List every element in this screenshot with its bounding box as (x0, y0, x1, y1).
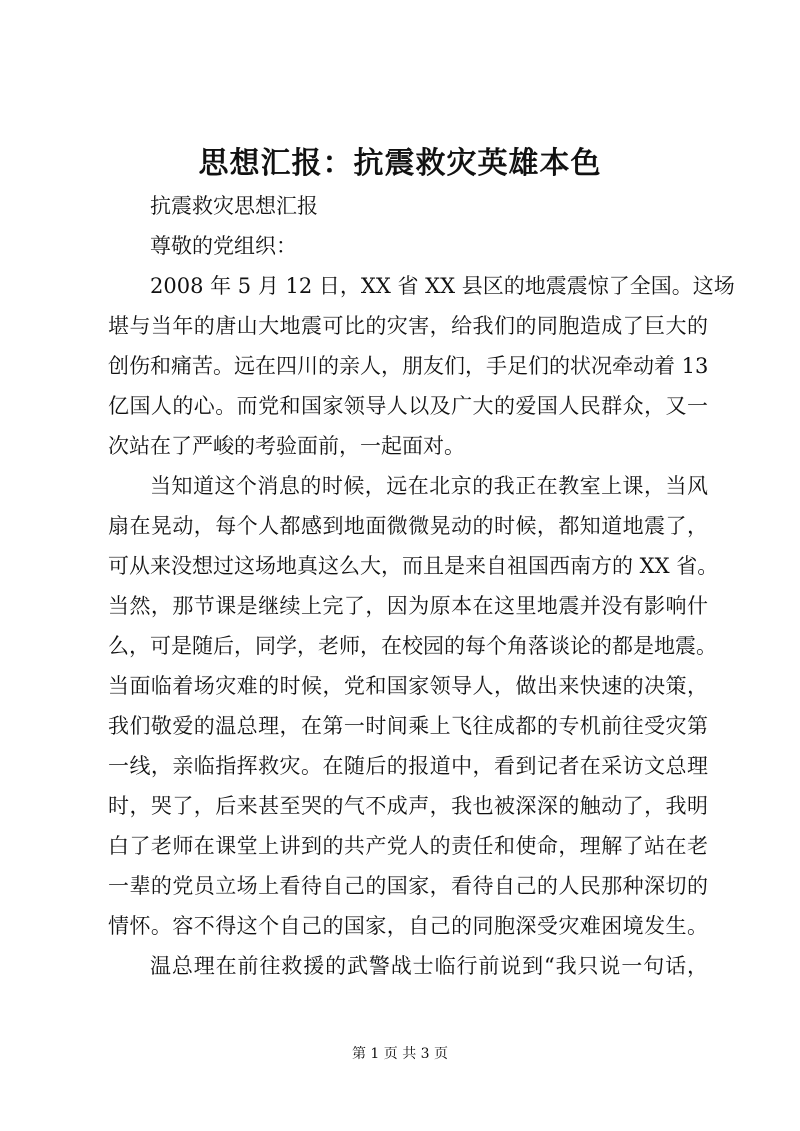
paragraph-2-line-7: 我们敬爱的温总理，在第一时间乘上飞往成都的专机前往受灾第 (108, 714, 708, 738)
paragraph-2-line-6: 当面临着场灾难的时候，党和国家领导人，做出来快速的决策， (108, 674, 708, 698)
paragraph-2-line-10: 白了老师在课堂上讲到的共产党人的责任和使命，理解了站在老 (108, 834, 708, 858)
paragraph-1-line-2: 堪与当年的唐山大地震可比的灾害，给我们的同胞造成了巨大的 (108, 314, 708, 338)
paragraph-2-line-1: 当知道这个消息的时候，远在北京的我正在教室上课，当风 (150, 474, 708, 498)
paragraph-2-line-8: 一线，亲临指挥救灾。在随后的报道中，看到记者在采访文总理 (108, 754, 708, 778)
paragraph-2-line-3: 可从来没想过这场地真这么大，而且是来自祖国西南方的 XX 省。 (108, 554, 719, 578)
paragraph-1-line-4: 亿国人的心。而党和国家领导人以及广大的爱国人民群众，又一 (108, 394, 708, 418)
paragraph-2-line-11: 一辈的党员立场上看待自己的国家，看待自己的人民那种深切的 (108, 874, 708, 898)
paragraph-1-line-3: 创伤和痛苦。远在四川的亲人，朋友们，手足们的状况牵动着 13 (108, 354, 709, 378)
page-footer: 第 1 页 共 3 页 (351, 1046, 449, 1062)
paragraph-1-line-5: 次站在了严峻的考验面前，一起面对。 (108, 434, 465, 458)
paragraph-2-line-12: 情怀。容不得这个自己的国家，自己的同胞深受灾难困境发生。 (108, 914, 708, 938)
paragraph-2-line-5: 么，可是随后，同学，老师，在校园的每个角落谈论的都是地震。 (108, 634, 717, 658)
paragraph-1-line-1: 2008 年 5 月 12 日，XX 省 XX 县区的地震震惊了全国。这场 (150, 274, 735, 298)
paragraph-2-line-4: 当然，那节课是继续上完了，因为原本在这里地震并没有影响什 (108, 594, 708, 618)
paragraph-2-line-9: 时，哭了，后来甚至哭的气不成声，我也被深深的触动了，我明 (108, 794, 708, 818)
document-subtitle: 抗震救灾思想汇报 (150, 194, 318, 218)
paragraph-3-line-1: 温总理在前往救援的武警战士临行前说到“我只说一句话， (150, 954, 708, 978)
salutation: 尊敬的党组织： (150, 234, 297, 258)
paragraph-2-line-2: 扇在晃动，每个人都感到地面微微晃动的时候，都知道地震了， (108, 514, 708, 538)
document-title: 思想汇报：抗震救灾英雄本色 (198, 146, 602, 181)
